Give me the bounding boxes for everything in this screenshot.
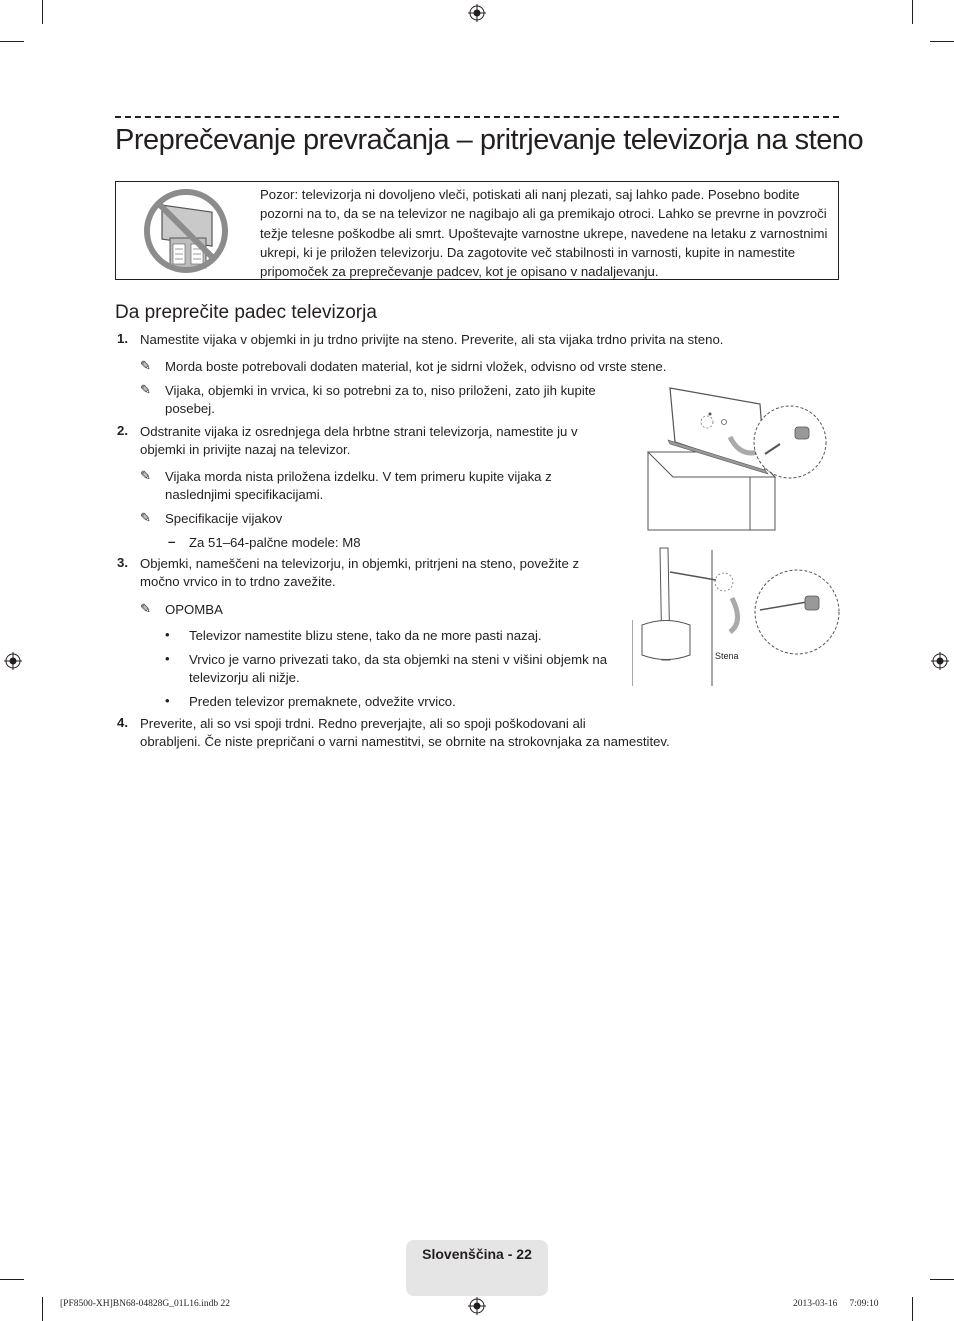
step-text: Objemki, nameščeni na televizorju, in objemki, pritrjeni na steno, povežite z <box>140 556 580 571</box>
crop-mark <box>912 0 913 24</box>
note-label: OPOMBA <box>165 602 223 617</box>
bullet-text: Preden televizor premaknete, odvežite vrvico. <box>189 694 456 709</box>
step-number: 2. <box>117 423 128 438</box>
page-number: Slovenščina - 22 <box>422 1246 532 1262</box>
note-text: naslednjimi specifikacijami. <box>165 487 324 502</box>
pencil-note-icon: ✎ <box>140 358 151 373</box>
registration-mark-icon <box>468 1297 486 1315</box>
warning-text: Pozor: televizorja ni dovoljeno vleči, potiskati ali nanj plezati, saj lahko pade. Posebno bodite pozorni na to, da se na televizor ne nagibajo ali ga premikajo otroci. Lahko se prevrne in povzroči težje telesne poškodbe ali smrt. Upoštevajte varnostne ukrepe, navedene na letaku z varnostnimi ukrepi, ki je priložen televizorju. Da zagotovite več stabilnosti in varnosti, kupite in namestite pripomoček za preprečevanje padcev, kot je opisano v nadaljevanju. <box>260 187 828 280</box>
print-timestamp: 2013-03-16 ￿ 7:09:10 <box>793 1299 879 1309</box>
registration-mark-icon <box>931 652 949 670</box>
note-text: Vijaka morda nista priložena izdelku. V tem primeru kupite vijaka z <box>165 469 552 484</box>
pencil-note-icon: ✎ <box>140 382 151 397</box>
step-text: Preverite, ali so vsi spoji trdni. Redno preverjajte, ali so spoji poškodovani ali <box>140 716 586 731</box>
step-number: 3. <box>117 555 128 570</box>
bullet-text: Televizor namestite blizu stene, tako da ne more pasti nazaj. <box>189 628 542 643</box>
crop-mark <box>42 1297 43 1321</box>
crop-mark <box>912 1297 913 1321</box>
step-text: obrabljeni. Če niste prepričani o varni namestitvi, se obrnite na strokovnjaka za namestitev. <box>140 734 670 749</box>
crop-mark <box>930 1279 954 1280</box>
registration-mark-icon <box>468 4 486 22</box>
bullet-text: televizorju ali nižje. <box>189 670 300 685</box>
note-text: posebej. <box>165 401 215 416</box>
no-tv-climbing-icon <box>140 188 232 274</box>
title-rule <box>115 116 839 118</box>
section-heading: Da preprečite padec televizorja <box>115 302 377 323</box>
pencil-note-icon: ✎ <box>140 510 151 525</box>
bullet-marker: • <box>165 651 170 666</box>
note-text: Morda boste potrebovali dodaten material, kot je sidrni vložek, odvisno od vrste stene. <box>165 359 667 374</box>
dash-marker: – <box>168 534 176 549</box>
spec-text: Za 51–64-palčne modele: M8 <box>189 535 361 550</box>
step-text: močno vrvico in to trdno zavežite. <box>140 574 336 589</box>
step-text: Namestite vijaka v objemki in ju trdno privijte na steno. Preverite, ali sta vijaka trdno privita na steno. <box>140 332 724 347</box>
tv-wall-illustration <box>632 540 842 688</box>
step-number: 4. <box>117 715 128 730</box>
print-file-info: [PF8500-XH]BN68-04828G_01L16.indb 22 <box>60 1299 230 1309</box>
warning-box <box>115 181 839 280</box>
bullet-text: Vrvico je varno privezati tako, da sta objemki na steni v višini objemk na <box>189 652 608 667</box>
tv-bracket-illustration <box>640 382 840 532</box>
page-title: Preprečevanje prevračanja – pritrjevanje televizorja na steno <box>115 124 864 156</box>
step-text: objemki in privijte nazaj na televizor. <box>140 442 351 457</box>
step-number: 1. <box>117 331 128 346</box>
bullet-marker: • <box>165 627 170 642</box>
crop-mark <box>0 1279 24 1280</box>
bullet-marker: • <box>165 693 170 708</box>
crop-mark <box>930 41 954 42</box>
note-text: Specifikacije vijakov <box>165 511 283 526</box>
page-number-tab <box>406 1240 548 1296</box>
registration-mark-icon <box>4 652 22 670</box>
wall-label: Stena <box>715 651 739 661</box>
crop-mark <box>0 41 24 42</box>
pencil-note-icon: ✎ <box>140 468 151 483</box>
note-text: Vijaka, objemki in vrvica, ki so potrebni za to, niso priloženi, zato jih kupite <box>165 383 596 398</box>
step-text: Odstranite vijaka iz osrednjega dela hrbtne strani televizorja, namestite ju v <box>140 424 578 439</box>
pencil-note-icon: ✎ <box>140 601 151 616</box>
crop-mark <box>42 0 43 24</box>
